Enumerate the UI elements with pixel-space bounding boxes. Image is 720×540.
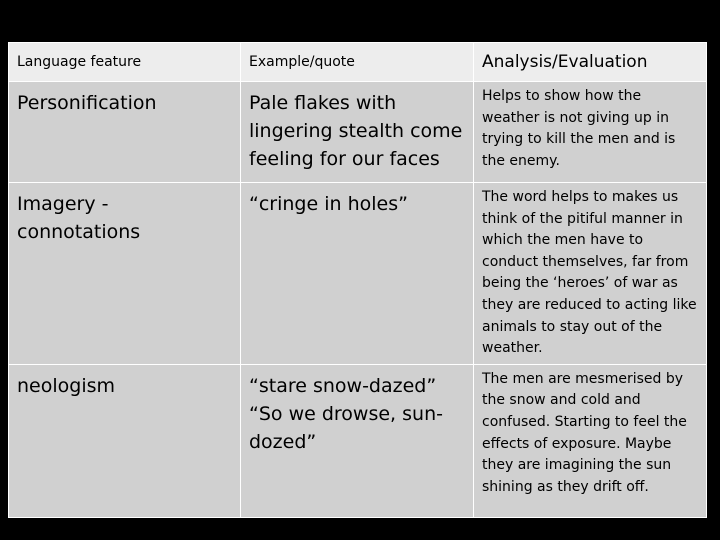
language-analysis-table [8, 42, 707, 518]
quote-cell: “stare snow-dazed” “So we drowse, sun-dozed” [249, 374, 443, 453]
header-example-quote: Example/quote [249, 54, 355, 70]
table-row [9, 82, 707, 183]
analysis-cell: The word helps to makes us think of the pitiful manner in which the men have to conduct themselves, far from being the ‘heroes’ of war as they are reduced to acting like animals to stay out of the weather. [482, 189, 697, 357]
quote-cell: “cringe in holes” [249, 193, 408, 215]
table-header-row [9, 43, 707, 82]
header-analysis-evaluation: Analysis/Evaluation [482, 52, 648, 72]
header-cell-example-quote [241, 43, 474, 82]
header-language-feature: Language feature [17, 54, 142, 70]
feature-cell: Imagery - connotations [17, 193, 141, 243]
quote-cell: Pale flakes with lingering stealth come feeling for our faces [249, 92, 463, 170]
header-cell-language-feature [9, 43, 241, 82]
feature-cell: Personification [17, 92, 157, 114]
table-row [9, 183, 707, 365]
header-cell-analysis [474, 43, 707, 82]
analysis-cell: The men are mesmerised by the snow and cold and confused. Starting to feel the effects of exposure. Maybe they are imagining the sun shining as they drift off. [482, 370, 687, 495]
analysis-cell: Helps to show how the weather is not giving up in trying to kill the men and is the enemy. [482, 88, 676, 169]
feature-cell: neologism [17, 374, 116, 397]
table-row [9, 364, 707, 517]
